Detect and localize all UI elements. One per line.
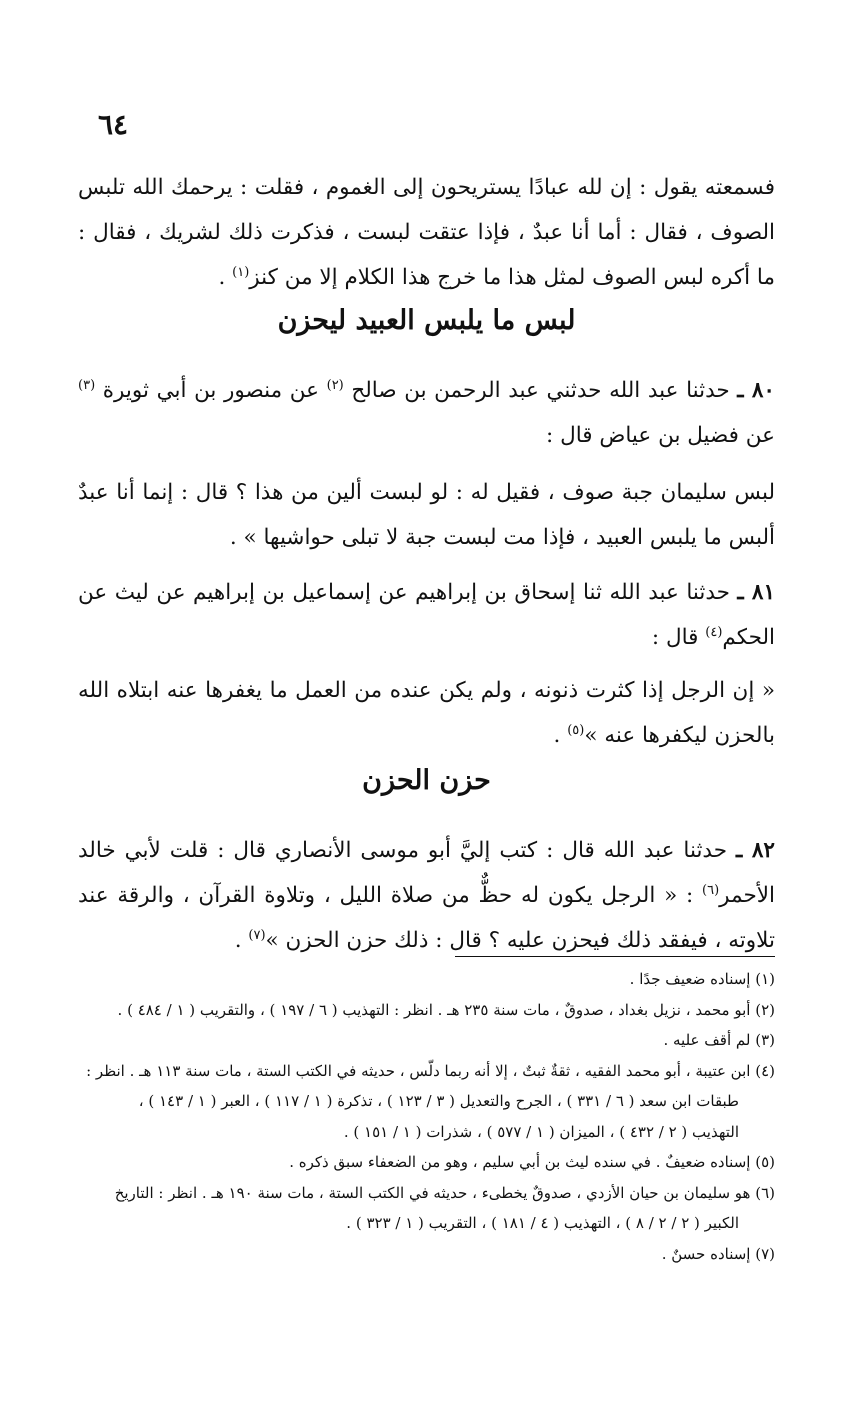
footnote-6-line-2: الكبير ( ٢ / ٢ / ٨ ) ، التهذيب ( ٤ / ١٨١ ) ، التقريب ( ١ / ٣٢٣ ) . xyxy=(346,1214,739,1232)
narration-80-chain-b: عن منصور بن أبي ثويرة xyxy=(95,378,327,403)
footnote-2: (٢) أبو محمد ، نزيل بغداد ، صدوقٌ ، مات سنة ٢٣٥ هـ . انظر : التهذيب ( ٦ / ١٩٧ ) ، والتقريب ( ١ / ٤٨٤ ) . xyxy=(117,1000,775,1019)
footnote-7: (٧) إسناده حسنٌ . xyxy=(661,1244,775,1263)
footnote-ref-7: (٧) xyxy=(248,928,266,943)
narration-80 xyxy=(78,368,775,458)
quote-81-text: « إن الرجل إذا كثرت ذنونه ، ولم يكن عنده من العمل ما يغفرها عنه ابتلاه الله بالحزن ليكفرها عنه » xyxy=(78,678,775,748)
item-number-80: ٨٠ ـ xyxy=(737,378,775,403)
quote-81 xyxy=(78,668,775,758)
footnote-4-line-3: التهذيب ( ٢ / ٤٣٢ ) ، الميزان ( ١ / ٥٧٧ ) ، شذرات ( ١ / ١٥١ ) . xyxy=(343,1122,739,1141)
narration-82 xyxy=(78,828,775,963)
quote-80 xyxy=(78,470,775,560)
footnotes xyxy=(82,964,775,1269)
page-number: ٦٤ xyxy=(98,108,129,141)
footnote-6: (٦) هو سليمان بن حيان الأزدي ، صدوقٌ يخطىء ، حديثه في الكتب الستة ، مات سنة ١٩٠ هـ . انظر : التاريخ xyxy=(114,1183,775,1202)
narration-80-chain-a: حدثنا عبد الله حدثني عبد الرحمن بن صالح xyxy=(343,378,738,403)
narration-81 xyxy=(78,570,775,660)
footnote-4-line-2: طبقات ابن سعد ( ٦ / ٣٣١ ) ، الجرح والتعديل ( ٣ / ١٢٣ ) ، تذكرة ( ١ / ١١٧ ) ، العبر ( ١ / ١٤٣ ) ، xyxy=(138,1092,739,1110)
item-number-81: ٨١ ـ xyxy=(737,580,775,605)
footnote-ref-6: (٦) xyxy=(702,883,720,898)
section-heading-1: لبس ما يلبس العبيد ليحزن xyxy=(277,305,576,336)
footnote-5: (٥) إسناده ضعيفٌ . في سنده ليث بن أبي سليم ، وهو من الضعفاء سبق ذكره . xyxy=(289,1153,775,1171)
paragraph-intro xyxy=(78,165,775,300)
narration-81-chain-b: قال : xyxy=(651,625,706,650)
footnote-4: (٤) ابن عتيبة ، أبو محمد الفقيه ، ثقةٌ ثبتٌ ، إلا أنه ربما دلّس ، حديثه في الكتب الستة ، مات سنة ١١٣ هـ . انظر : xyxy=(86,1061,775,1080)
narration-82-chain-a: حدثنا عبد الله قال : كتب إليَّ أبو موسى الأنصاري قال : قلت لأبي خالد الأحمر xyxy=(78,838,775,908)
footnote-1: (١) إسناده ضعيف جدًا . xyxy=(629,970,775,988)
footnote-ref-4: (٤) xyxy=(705,625,723,640)
item-number-82: ٨٢ ـ xyxy=(735,838,775,863)
footnote-separator xyxy=(455,956,775,957)
footnote-ref-3: (٣) xyxy=(78,378,96,393)
narration-80-chain-c: عن فضيل بن عياض قال : xyxy=(546,423,775,448)
footnote-ref-2: (٢) xyxy=(326,378,344,393)
footnote-ref-5: (٥) xyxy=(567,723,585,738)
narration-82-end: . xyxy=(234,928,249,953)
narration-82-text: : « الرجل يكون له حظٌّ من صلاة الليل ، وتلاوة القرآن ، والرقة عند تلاوته ، فيفقد ذلك فيحزن عليه ؟ قال : ذلك حزن الحزن » xyxy=(78,883,775,953)
footnote-ref-1: (١) xyxy=(232,265,250,280)
narration-81-chain-a: حدثنا عبد الله ثنا إسحاق بن إبراهيم عن إسماعيل بن إبراهيم عن ليث عن الحكم xyxy=(78,580,775,650)
quote-80-text: لبس سليمان جبة صوف ، فقيل له : لو لبست ألين من هذا ؟ قال : إنما أنا عبدٌ ألبس ما يلبس العبيد ، فإذا مت لبست جبة لا تبلى حواشيها » . xyxy=(78,480,775,550)
paragraph-intro-end: . xyxy=(218,265,233,290)
section-heading-2: حزن الحزن xyxy=(362,765,491,796)
quote-81-end: . xyxy=(553,723,568,748)
footnote-3: (٣) لم أقف عليه . xyxy=(663,1031,775,1049)
paragraph-intro-text: فسمعته يقول : إن لله عبادًا يستريحون إلى الغموم ، فقلت : يرحمك الله تلبس الصوف ، فقال : أما أنا عبدٌ ، فإذا عتقت لبست ، فذكرت ذلك لشريك ، فقال : ما أكره لبس الصوف لمثل هذا ما خرج هذا الكلام إلا من كنز xyxy=(78,175,775,290)
